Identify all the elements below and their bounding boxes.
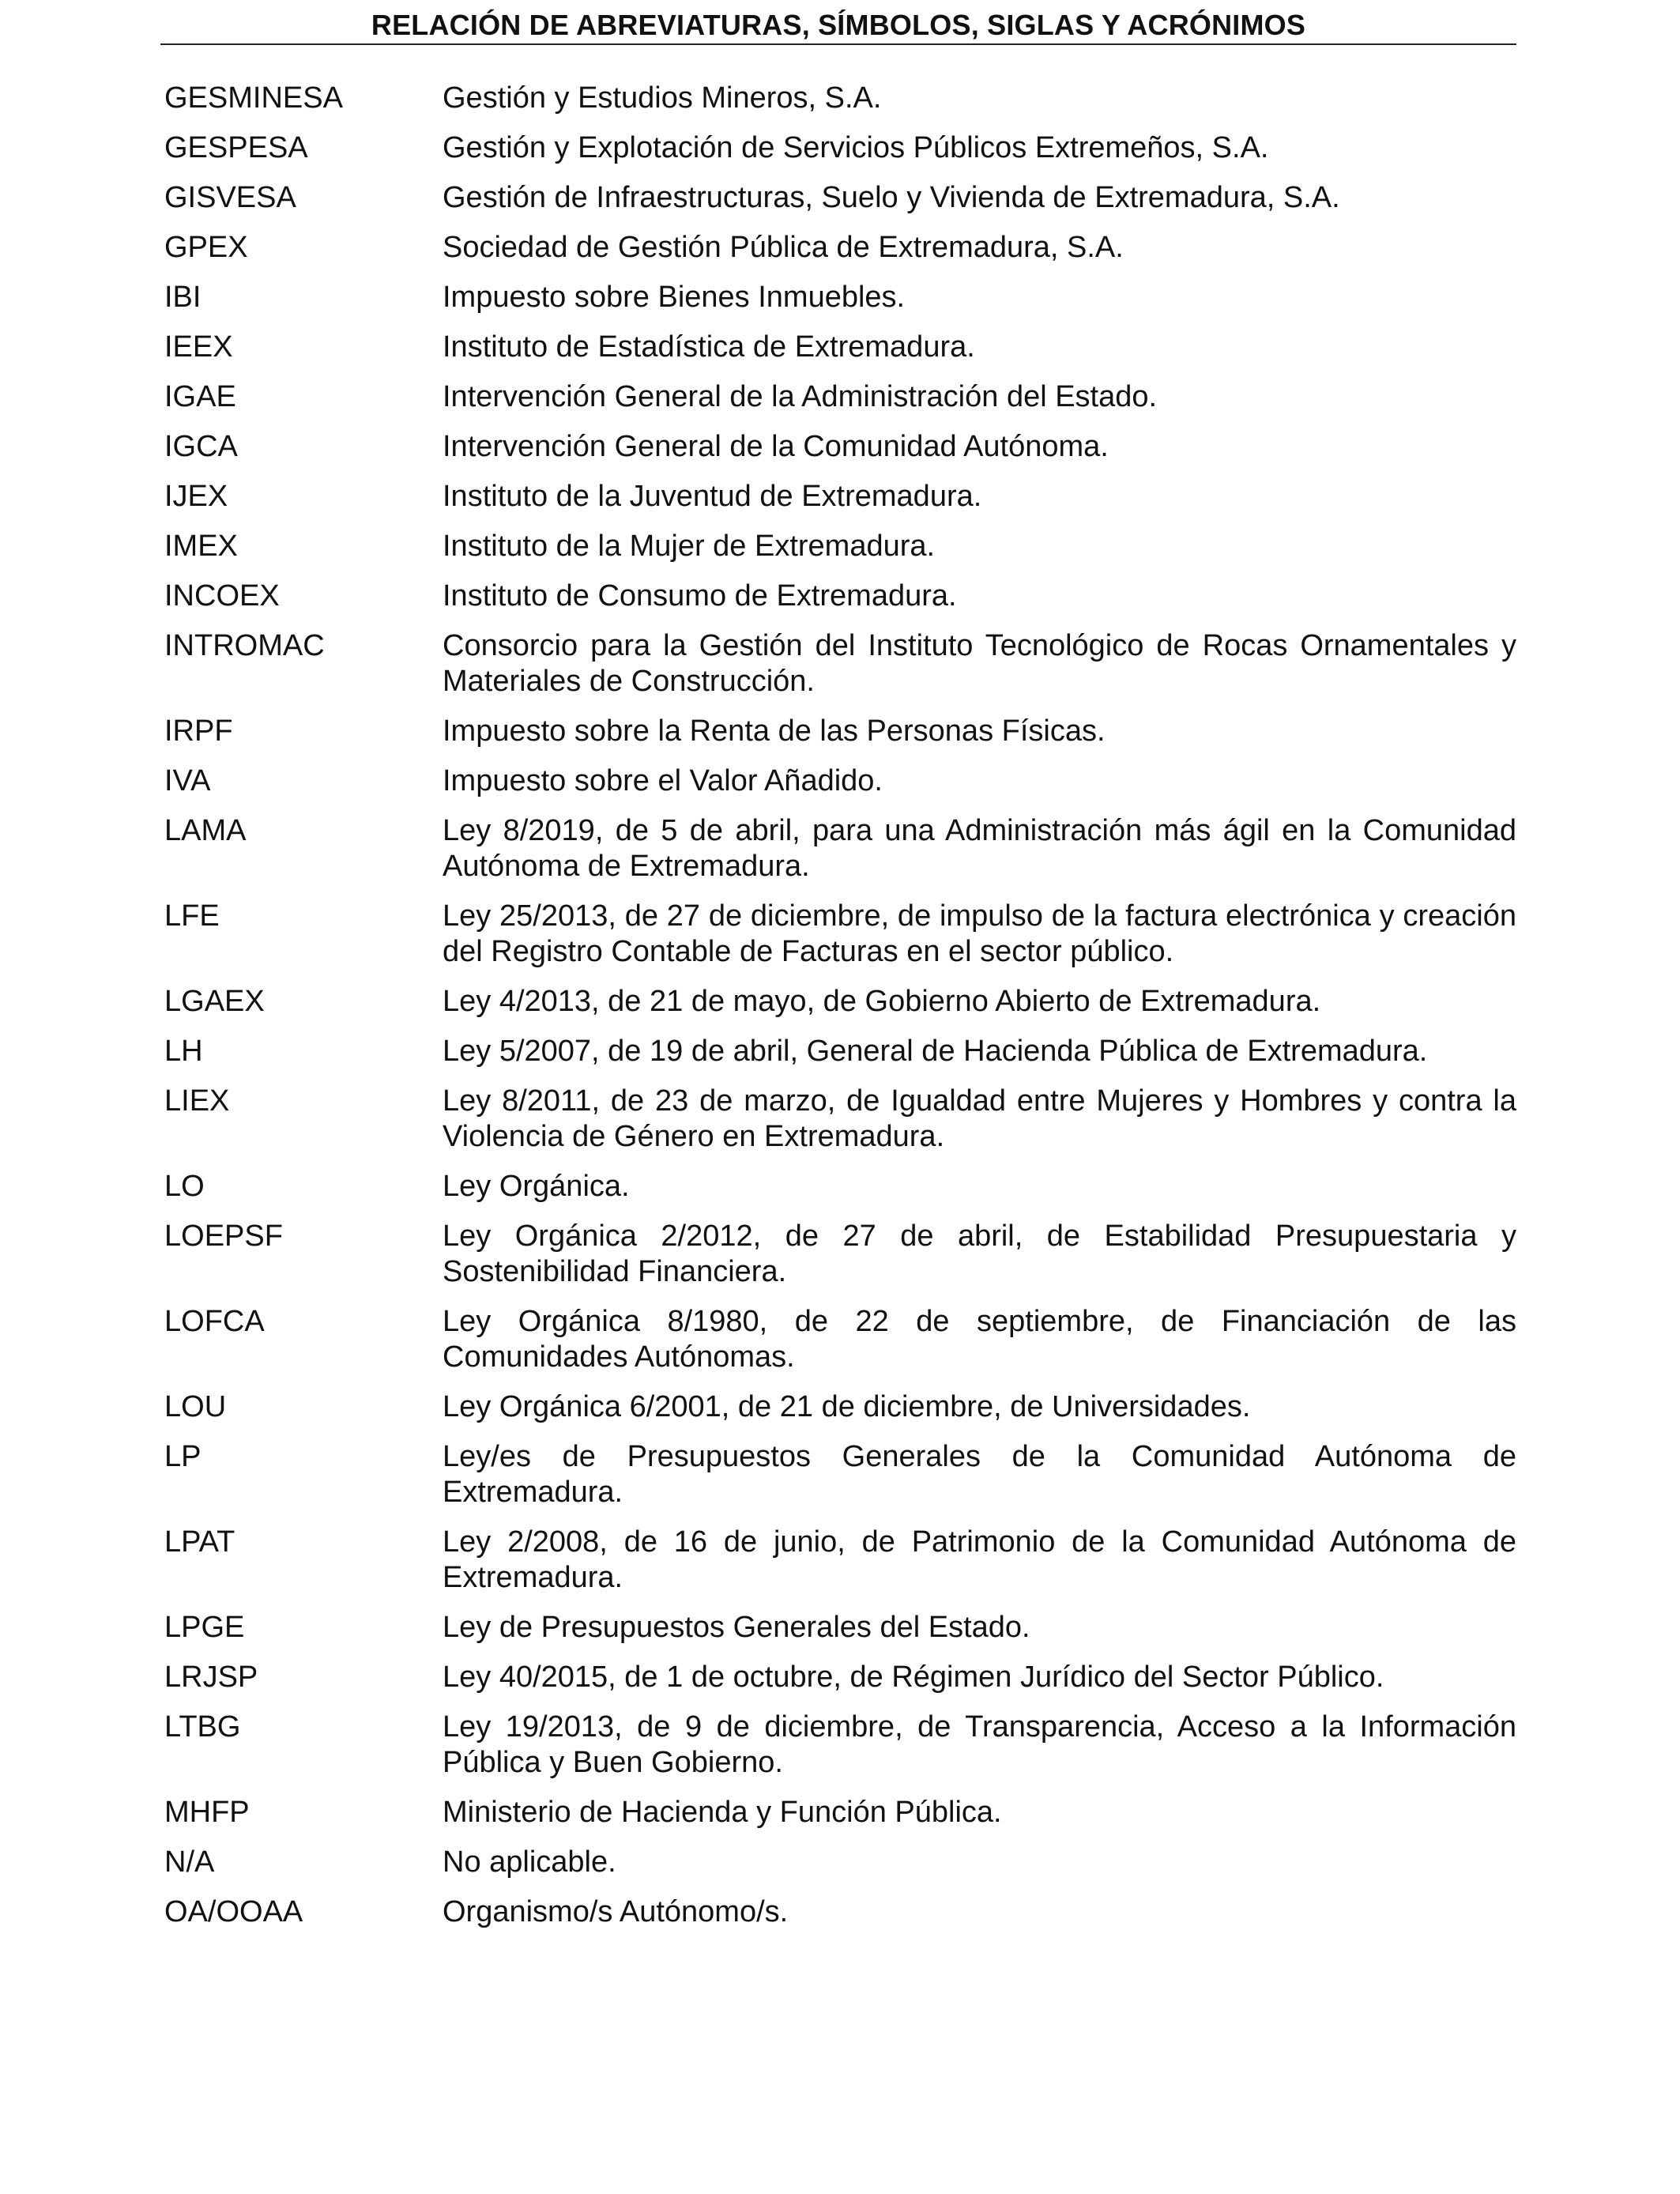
abbreviation-entry (164, 529, 1516, 564)
abbreviation-definition: Impuesto sobre la Renta de las Personas Físicas. (443, 714, 1106, 748)
abbreviation-term: LOFCA (164, 1305, 265, 1338)
abbreviation-term: IVA (164, 764, 211, 797)
abbreviation-entry (164, 1219, 1516, 1290)
abbreviation-term: LPGE (164, 1611, 245, 1644)
abbreviation-term: LRJSP (164, 1661, 258, 1694)
abbreviation-definition: Ley Orgánica 2/2012, de 27 de abril, de Estabilidad Presupuestaria y Sostenibilidad Financiera. (443, 1220, 1516, 1288)
abbreviation-term: GESPESA (164, 131, 308, 164)
title-divider (160, 43, 1516, 45)
abbreviation-definition: Instituto de Estadística de Extremadura. (443, 330, 975, 364)
abbreviation-definition: Impuesto sobre el Valor Añadido. (443, 764, 883, 797)
abbreviation-entry (164, 1710, 1516, 1781)
abbreviation-entry (164, 579, 1516, 614)
abbreviation-entry (164, 1845, 1516, 1880)
abbreviation-entry (164, 813, 1516, 884)
abbreviation-entry (164, 628, 1516, 699)
abbreviation-definition: Ley de Presupuestos Generales del Estado. (443, 1611, 1030, 1644)
abbreviation-term: OA/OOAA (164, 1895, 303, 1928)
abbreviation-definition: Ley 8/2019, de 5 de abril, para una Administración más ágil en la Comunidad Autónoma de Extremadura. (443, 814, 1516, 883)
abbreviation-definition: Gestión de Infraestructuras, Suelo y Vivienda de Extremadura, S.A. (443, 181, 1340, 214)
abbreviation-term: LOEPSF (164, 1220, 283, 1253)
page-title: RELACIÓN DE ABREVIATURAS, SÍMBOLOS, SIGLAS Y ACRÓNIMOS (371, 9, 1306, 41)
abbreviation-term: IMEX (164, 530, 238, 563)
abbreviation-term: LIEX (164, 1084, 230, 1118)
abbreviation-term: IGAE (164, 380, 236, 413)
abbreviation-term: GESMINESA (164, 81, 343, 115)
abbreviation-definition: Ley/es de Presupuestos Generales de la Comunidad Autónoma de Extremadura. (443, 1440, 1516, 1509)
abbreviation-term: GPEX (164, 231, 248, 264)
abbreviation-entry (164, 379, 1516, 415)
abbreviation-definition: Ley 25/2013, de 27 de diciembre, de impulso de la factura electrónica y creación del Registro Contable de Facturas en el sector público. (443, 899, 1516, 968)
abbreviation-entry (164, 984, 1516, 1020)
abbreviation-definition: Impuesto sobre Bienes Inmuebles. (443, 281, 906, 314)
abbreviation-definition: Ley 5/2007, de 19 de abril, General de Hacienda Pública de Extremadura. (443, 1035, 1428, 1068)
abbreviation-entry (164, 1169, 1516, 1204)
abbreviation-entry (164, 230, 1516, 266)
abbreviation-entry (164, 1389, 1516, 1425)
abbreviation-entry (164, 479, 1516, 515)
abbreviation-entry (164, 280, 1516, 315)
abbreviation-definition: Ley 19/2013, de 9 de diciembre, de Transparencia, Acceso a la Información Pública y Buen Gobierno. (443, 1710, 1516, 1779)
abbreviation-term: IRPF (164, 714, 233, 748)
abbreviation-definition: Organismo/s Autónomo/s. (443, 1895, 789, 1928)
abbreviation-definition: Gestión y Estudios Mineros, S.A. (443, 81, 882, 115)
abbreviation-definition: Ley 4/2013, de 21 de mayo, de Gobierno Abierto de Extremadura. (443, 985, 1321, 1018)
abbreviation-definition: Consorcio para la Gestión del Instituto Tecnológico de Rocas Ornamentales y Materiales de Construcción. (443, 629, 1516, 698)
abbreviation-term: LGAEX (164, 985, 265, 1018)
abbreviation-term: LOU (164, 1390, 227, 1423)
abbreviation-entry (164, 1660, 1516, 1695)
abbreviation-entry (164, 899, 1516, 970)
abbreviation-term: IEEX (164, 330, 233, 364)
abbreviation-entry (164, 130, 1516, 166)
abbreviation-term: LTBG (164, 1710, 241, 1744)
abbreviation-term: LO (164, 1170, 205, 1203)
abbreviation-definition: Ley Orgánica 8/1980, de 22 de septiembre, de Financiación de las Comunidades Autónomas. (443, 1305, 1516, 1374)
abbreviation-definition: No aplicable. (443, 1845, 616, 1879)
abbreviation-entry (164, 1439, 1516, 1510)
abbreviation-term: IBI (164, 281, 202, 314)
abbreviation-definition: Ley 2/2008, de 16 de junio, de Patrimonio de la Comunidad Autónoma de Extremadura. (443, 1525, 1516, 1594)
abbreviation-entry (164, 1894, 1516, 1930)
abbreviation-entry (164, 81, 1516, 116)
abbreviation-definition: Ley Orgánica. (443, 1170, 630, 1203)
abbreviation-definition: Gestión y Explotación de Servicios Públicos Extremeños, S.A. (443, 131, 1269, 164)
abbreviation-definition: Ministerio de Hacienda y Función Pública. (443, 1796, 1002, 1829)
abbreviation-term: LP (164, 1440, 202, 1473)
abbreviation-definition: Ley 8/2011, de 23 de marzo, de Igualdad entre Mujeres y Hombres y contra la Violencia de Género en Extremadura. (443, 1084, 1516, 1153)
abbreviation-entry (164, 763, 1516, 799)
abbreviation-term: GISVESA (164, 181, 296, 214)
abbreviation-entry (164, 330, 1516, 365)
abbreviation-definition: Ley Orgánica 6/2001, de 21 de diciembre, de Universidades. (443, 1390, 1251, 1423)
abbreviation-entry (164, 429, 1516, 465)
abbreviation-entry (164, 1304, 1516, 1375)
abbreviation-definition: Intervención General de la Comunidad Autónoma. (443, 430, 1109, 463)
abbreviation-entry (164, 1525, 1516, 1596)
abbreviation-definition: Instituto de la Mujer de Extremadura. (443, 530, 936, 563)
abbreviation-entry (164, 1084, 1516, 1155)
abbreviation-term: N/A (164, 1845, 215, 1879)
abbreviation-definition: Instituto de la Juventud de Extremadura. (443, 480, 982, 513)
abbreviation-term: LFE (164, 899, 220, 933)
abbreviation-definition: Instituto de Consumo de Extremadura. (443, 579, 957, 613)
abbreviation-term: LH (164, 1035, 203, 1068)
abbreviation-term: IGCA (164, 430, 238, 463)
abbreviation-entry (164, 1610, 1516, 1646)
abbreviation-definition: Ley 40/2015, de 1 de octubre, de Régimen Jurídico del Sector Público. (443, 1661, 1384, 1694)
abbreviation-term: MHFP (164, 1796, 250, 1829)
abbreviation-entry (164, 1034, 1516, 1069)
abbreviation-entry (164, 1795, 1516, 1830)
abbreviation-term: INTROMAC (164, 629, 325, 662)
abbreviation-entry (164, 180, 1516, 216)
abbreviation-term: LPAT (164, 1525, 235, 1559)
abbreviation-entry (164, 714, 1516, 749)
abbreviation-list (164, 81, 1516, 1944)
abbreviation-term: IJEX (164, 480, 228, 513)
abbreviation-term: INCOEX (164, 579, 280, 613)
abbreviation-term: LAMA (164, 814, 247, 847)
abbreviation-definition: Sociedad de Gestión Pública de Extremadura, S.A. (443, 231, 1124, 264)
abbreviation-definition: Intervención General de la Administración del Estado. (443, 380, 1158, 413)
